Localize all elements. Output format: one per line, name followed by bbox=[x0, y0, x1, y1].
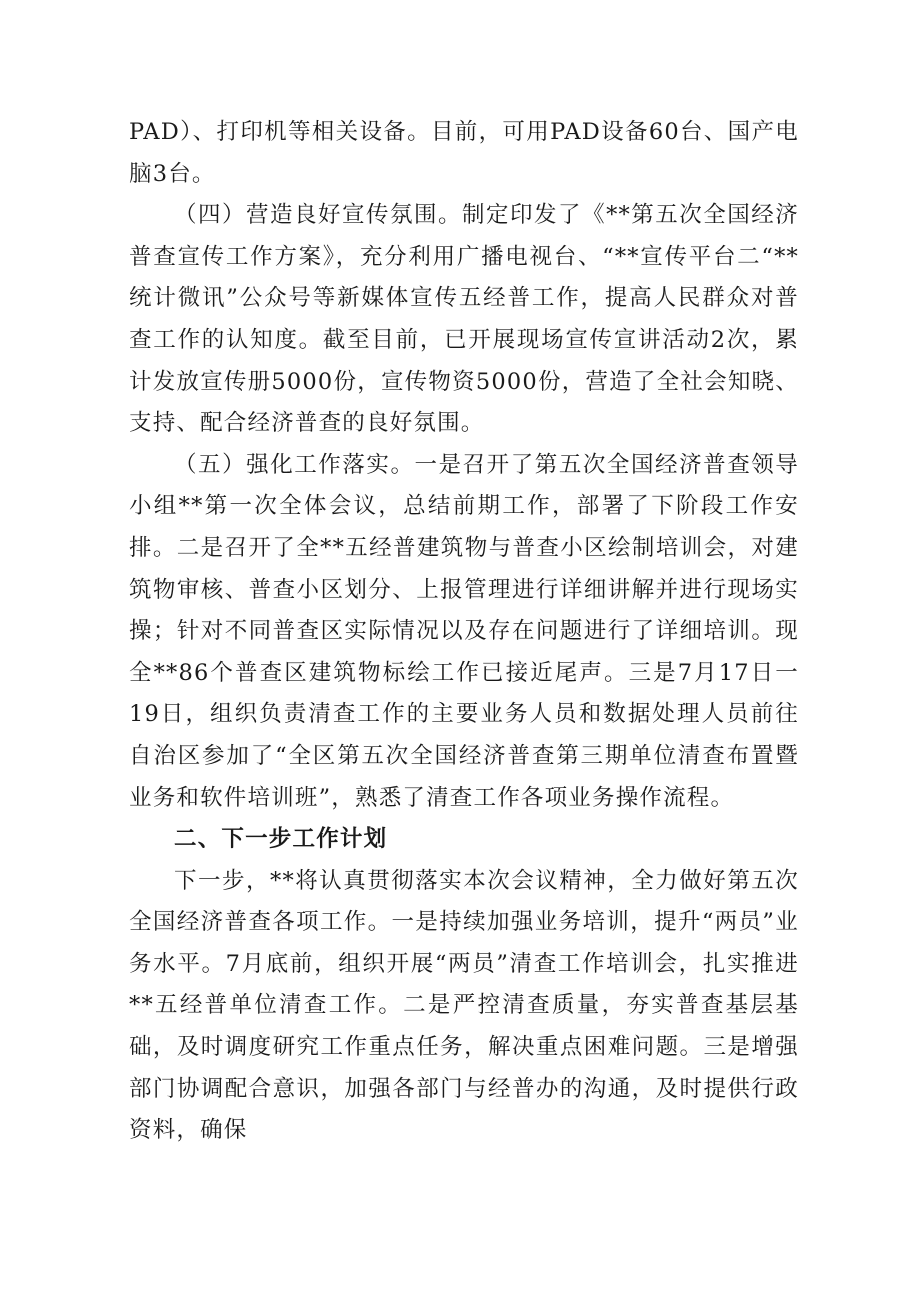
paragraph-work-implementation: （五）强化工作落实。一是召开了第五次全国经济普查领导小组**第一次全体会议，总结前期工作，部署了下阶段工作安排。二是召开了全**五经普建筑物与普查小区绘制培训会，对建筑物审核、普查小区划分、上报管理进行详细讲解并进行现场实操；针对不同普查区实际情况以及存在问题进行了详细培训。现全**86个普查区建筑物标绘工作已接近尾声。三是7月17日一19日，组织负责清查工作的主要业务人员和数据处理人员前往自治区参加了“全区第五次全国经济普查第三期单位清查布置暨业务和软件培训班”，熟悉了清查工作各项业务操作流程。 bbox=[129, 451, 799, 811]
paragraph-next-steps: 下一步，**将认真贯彻落实本次会议精神，全力做好第五次全国经济普查各项工作。一是持续加强业务培训，提升“两员”业务水平。7月底前，组织开展“两员”清查工作培训会，扎实推进**五经普单位清查工作。二是严控清查质量，夯实普查基层基础，及时调度研究工作重点任务，解决重点困难问题。三是增强部门协调配合意识，加强各部门与经普办的沟通，及时提供行政资料，确保 bbox=[129, 867, 799, 1144]
paragraph-publicity-atmosphere: （四）营造良好宣传氛围。制定印发了《**第五次全国经济普查宣传工作方案》，充分利用广播电视台、“**宣传平台二“**统计微讯”公众号等新媒体宣传五经普工作，提高人民群众对普查工作的认知度。截至目前，已开展现场宣传宣讲活动2次，累计发放宣传册5000份，宣传物资5000份，营造了全社会知晓、支持、配合经济普查的良好氛围。 bbox=[129, 202, 799, 437]
document-body bbox=[129, 112, 799, 1152]
paragraph-equipment-continuation: PAD）、打印机等相关设备。目前，可用PAD设备60台、国产电脑3台。 bbox=[129, 119, 799, 187]
section-heading-next-plan: 二、下一步工作计划 bbox=[174, 826, 388, 853]
